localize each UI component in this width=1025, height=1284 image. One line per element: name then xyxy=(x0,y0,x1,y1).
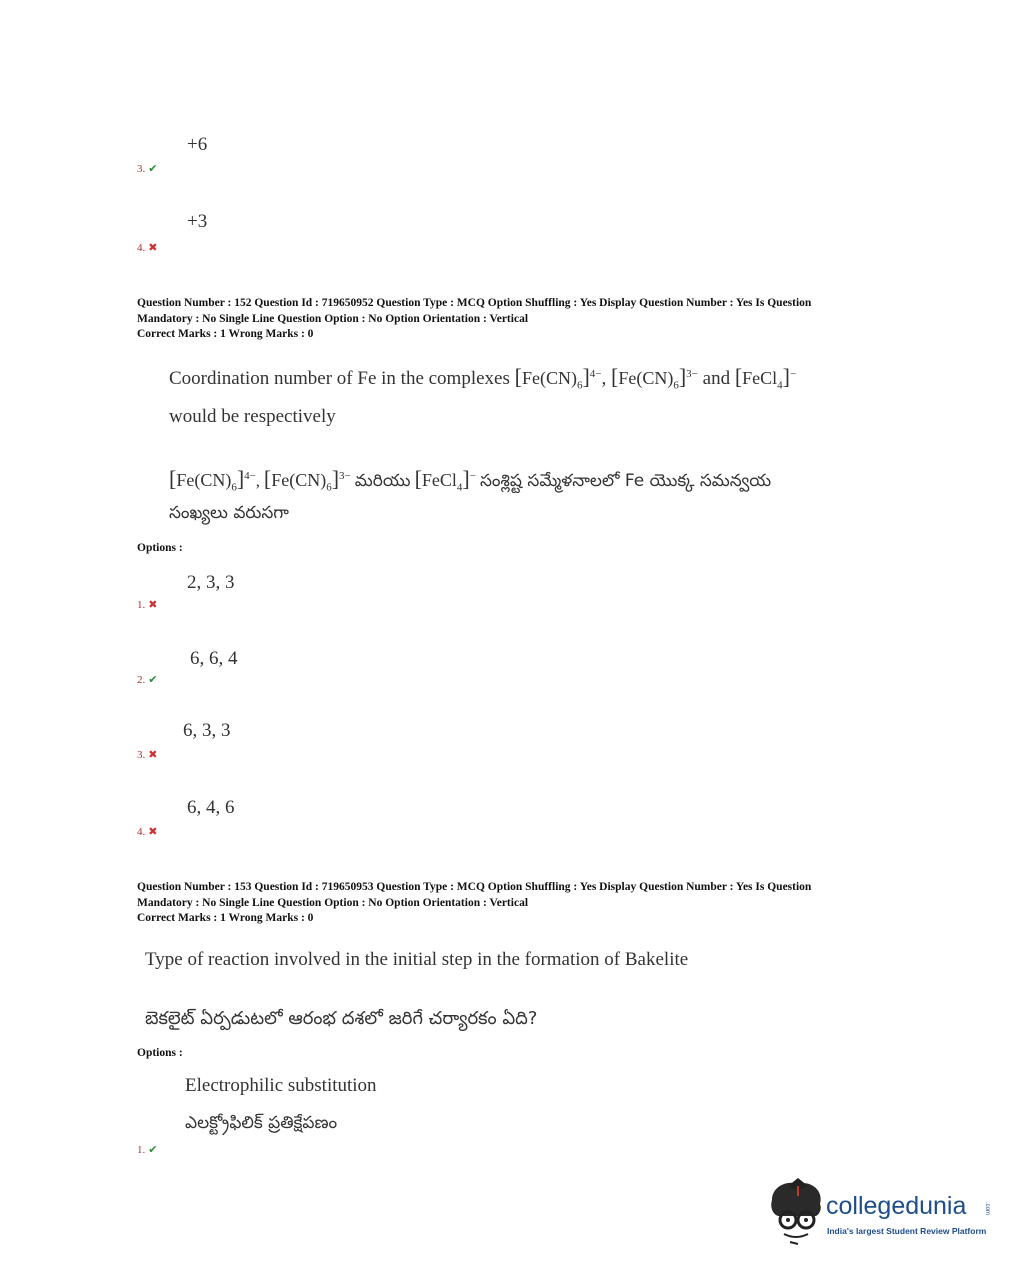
option-number-label: 3. xyxy=(137,749,146,761)
mascot-icon xyxy=(766,1178,826,1246)
check-icon: ✔ xyxy=(148,1144,158,1156)
formula-fe-cn6-3minus: $[Fe(CN)_6]^{3-}$ xyxy=(611,364,698,392)
and-text: and xyxy=(702,368,731,389)
option-number-label: 1. xyxy=(137,1144,146,1156)
formula-fe-cn6-4minus: $[Fe(CN)_6]^{4-}$ xyxy=(169,466,256,494)
option-number-label: 1. xyxy=(137,599,146,611)
question-text-en: Type of reaction involved in the initial step in the formation of Bakelite xyxy=(145,949,689,970)
meta-line: Correct Marks : 1 Wrong Marks : 0 xyxy=(137,912,314,924)
question-text-te: బెకలైట్ ఏర్పడుటలో ఆరంభ దశలో జరిగే చర్యారకం ఏది? xyxy=(145,1008,538,1029)
meta-line: Question Number : 153 Question Id : 719650953 Question Type : MCQ Option Shuffling : Yes Display Question Number : Yes Is Question xyxy=(137,881,812,893)
option-value-telugu: ఎలక్ట్రోఫిలిక్ ప్రతిక్షేపణం xyxy=(185,1113,338,1133)
formula-fe-cn6-3minus: $[Fe(CN)_6]^{3-}$ xyxy=(263,466,351,494)
telugu-text: మరియు xyxy=(354,471,411,491)
option-value: Electrophilic substitution xyxy=(185,1075,377,1096)
brand-dotcom: .com xyxy=(984,1202,990,1216)
option-value: 6, 4, 6 xyxy=(187,797,235,818)
question-text-te-line2: సంఖ్యలు వరుసగా xyxy=(169,503,289,523)
formula-fecl4-minus: [FeCl$_4$]− xyxy=(414,466,476,494)
meta-line: Correct Marks : 1 Wrong Marks : 0 xyxy=(137,328,314,340)
options-label: Options : xyxy=(137,542,183,554)
question-text-te: $[Fe(CN)_6]^{4-}$, $[Fe(CN)_6]^{3-}$ మరియు [FeCl$_4$]− సంశ్లిష్ట సమ్మేళనాలలో Fe యొక్క సమన్వయ xyxy=(169,466,772,494)
question-meta xyxy=(137,296,897,343)
option-value: +3 xyxy=(187,211,208,232)
question-text-en-line2: would be respectively xyxy=(169,406,336,427)
option-value: +6 xyxy=(187,134,208,155)
option-number xyxy=(137,241,157,254)
brand-tagline: India's largest Student Review Platform xyxy=(827,1226,987,1236)
option-number-label: 2. xyxy=(137,674,146,686)
cross-icon: ✖ xyxy=(148,242,158,254)
formula-fecl4-minus: [FeCl$_4$]− xyxy=(734,364,797,392)
meta-line: Mandatory : No Single Line Question Option : No Option Orientation : Vertical xyxy=(137,312,529,325)
telugu-text: సంశ్లిష్ట సమ్మేళనాలలో Fe యొక్క సమన్వయ xyxy=(479,471,772,491)
cross-icon: ✖ xyxy=(148,826,158,838)
collegedunia-logo xyxy=(766,1178,996,1248)
check-icon: ✔ xyxy=(148,674,158,686)
option-number xyxy=(137,162,157,175)
option-value: 6, 3, 3 xyxy=(183,720,231,741)
option-value: 2, 3, 3 xyxy=(187,572,235,593)
option-number xyxy=(137,748,157,761)
brand-name: collegedunia xyxy=(826,1192,967,1220)
cross-icon: ✖ xyxy=(148,749,158,761)
check-icon: ✔ xyxy=(148,163,158,175)
option-number-label: 4. xyxy=(137,826,146,838)
option-number-label: 4. xyxy=(137,242,146,254)
meta-line: Mandatory : No Single Line Question Option : No Option Orientation : Vertical xyxy=(137,896,529,909)
question-meta xyxy=(137,880,897,927)
option-number-label: 3. xyxy=(137,163,146,175)
options-label: Options : xyxy=(137,1047,183,1059)
option-number xyxy=(137,673,157,686)
formula-fe-cn6-4minus: $[Fe(CN)_6]^{4-}$ xyxy=(514,364,602,392)
cross-icon: ✖ xyxy=(148,599,158,611)
option-number xyxy=(137,825,157,838)
question-text: Coordination number of Fe in the complexes xyxy=(169,368,510,389)
option-value: 6, 6, 4 xyxy=(190,648,238,669)
option-number xyxy=(137,598,157,611)
question-text-en: Coordination number of Fe in the complexes $[Fe(CN)_6]^{4-}$, $[Fe(CN)_6]^{3-}$ and [FeCl$_4$]− xyxy=(169,364,797,392)
option-number xyxy=(137,1143,157,1156)
meta-line: Question Number : 152 Question Id : 719650952 Question Type : MCQ Option Shuffling : Yes Display Question Number : Yes Is Question xyxy=(137,297,812,309)
